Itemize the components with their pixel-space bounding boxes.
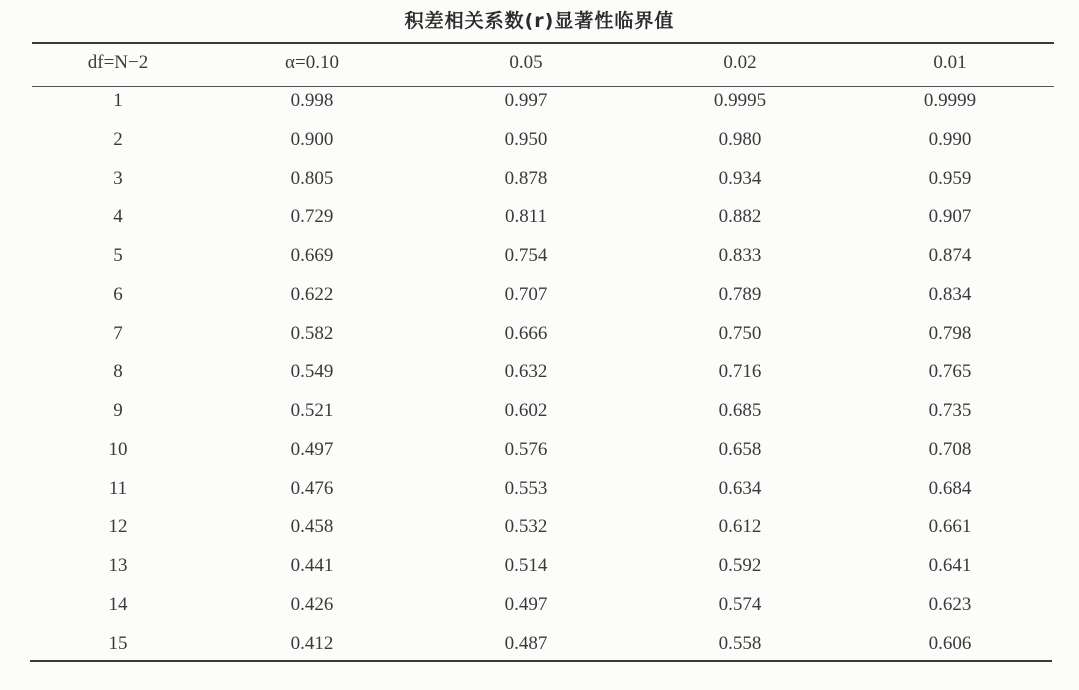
header-alpha-010: α=0.10 xyxy=(285,52,339,73)
cell-alpha-001: 0.765 xyxy=(928,361,972,383)
cell-alpha-001: 0.708 xyxy=(928,438,972,460)
cell-alpha-002: 0.634 xyxy=(718,477,762,499)
cell-alpha-001: 0.9999 xyxy=(923,90,977,111)
cell-df: 13 xyxy=(108,555,128,576)
table-bottom-rule xyxy=(30,660,1052,662)
cell-alpha-005: 0.602 xyxy=(504,400,548,421)
cell-alpha-001: 0.606 xyxy=(928,632,972,654)
cell-alpha-002: 0.574 xyxy=(718,593,762,615)
cell-alpha-005: 0.514 xyxy=(504,555,548,576)
table-title: 积差相关系数(r)显著性临界值 xyxy=(404,10,675,32)
cell-alpha-002: 0.592 xyxy=(718,555,762,576)
cell-alpha-002: 0.789 xyxy=(718,283,762,305)
cell-alpha-010: 0.582 xyxy=(290,322,334,344)
cell-df: 12 xyxy=(108,516,128,538)
cell-alpha-001: 0.990 xyxy=(928,128,972,150)
cell-df: 9 xyxy=(113,400,123,421)
cell-alpha-010: 0.441 xyxy=(290,555,334,576)
cell-df: 8 xyxy=(113,361,123,383)
cell-alpha-001: 0.641 xyxy=(928,555,972,576)
cell-alpha-002: 0.716 xyxy=(718,361,762,383)
cell-df: 5 xyxy=(113,245,123,266)
header-alpha-002: 0.02 xyxy=(723,52,757,73)
cell-df: 11 xyxy=(108,477,128,499)
cell-alpha-002: 0.750 xyxy=(718,322,762,344)
cell-alpha-010: 0.521 xyxy=(290,400,334,421)
cell-alpha-002: 0.612 xyxy=(718,516,762,538)
cell-alpha-005: 0.754 xyxy=(504,245,548,266)
table-top-rule xyxy=(32,42,1054,44)
cell-df: 1 xyxy=(113,90,123,111)
cell-alpha-001: 0.684 xyxy=(928,477,972,499)
cell-df: 10 xyxy=(108,438,128,460)
cell-alpha-005: 0.707 xyxy=(504,283,548,305)
cell-alpha-005: 0.497 xyxy=(504,593,548,615)
cell-alpha-010: 0.805 xyxy=(290,167,334,189)
cell-alpha-010: 0.998 xyxy=(290,90,334,111)
cell-alpha-010: 0.412 xyxy=(290,632,334,654)
header-alpha-005: 0.05 xyxy=(509,52,543,73)
cell-alpha-001: 0.874 xyxy=(928,245,972,266)
header-df: df=N−2 xyxy=(87,52,149,73)
cell-alpha-005: 0.997 xyxy=(504,90,548,111)
cell-df: 15 xyxy=(108,632,128,654)
cell-alpha-005: 0.487 xyxy=(504,632,548,654)
cell-alpha-005: 0.666 xyxy=(504,322,548,344)
cell-alpha-010: 0.900 xyxy=(290,128,334,150)
cell-alpha-010: 0.497 xyxy=(290,438,334,460)
cell-alpha-001: 0.735 xyxy=(928,400,972,421)
cell-alpha-002: 0.658 xyxy=(718,438,762,460)
cell-alpha-005: 0.950 xyxy=(504,128,548,150)
table-header-rule xyxy=(32,86,1054,87)
cell-alpha-010: 0.476 xyxy=(290,477,334,499)
cell-df: 3 xyxy=(113,167,123,189)
cell-df: 4 xyxy=(113,206,123,228)
cell-alpha-001: 0.834 xyxy=(928,283,972,305)
cell-df: 6 xyxy=(113,283,123,305)
cell-alpha-005: 0.632 xyxy=(504,361,548,383)
cell-alpha-001: 0.907 xyxy=(928,206,972,228)
cell-alpha-005: 0.878 xyxy=(504,167,548,189)
cell-alpha-001: 0.798 xyxy=(928,322,972,344)
cell-alpha-002: 0.882 xyxy=(718,206,762,228)
cell-alpha-010: 0.669 xyxy=(290,245,334,266)
cell-alpha-005: 0.532 xyxy=(504,516,548,538)
cell-alpha-010: 0.458 xyxy=(290,516,334,538)
cell-alpha-010: 0.729 xyxy=(290,206,334,228)
cell-alpha-002: 0.9995 xyxy=(713,90,767,111)
cell-alpha-001: 0.959 xyxy=(928,167,972,189)
cell-alpha-010: 0.426 xyxy=(290,593,334,615)
cell-alpha-005: 0.553 xyxy=(504,477,548,499)
cell-alpha-002: 0.685 xyxy=(718,400,762,421)
cell-alpha-002: 0.558 xyxy=(718,632,762,654)
cell-df: 7 xyxy=(113,322,123,344)
cell-alpha-005: 0.811 xyxy=(504,206,548,228)
cell-df: 2 xyxy=(113,128,123,150)
cell-alpha-005: 0.576 xyxy=(504,438,548,460)
cell-df: 14 xyxy=(108,593,128,615)
cell-alpha-002: 0.833 xyxy=(718,245,762,266)
cell-alpha-001: 0.623 xyxy=(928,593,972,615)
cell-alpha-001: 0.661 xyxy=(928,516,972,538)
header-alpha-001: 0.01 xyxy=(933,52,967,73)
cell-alpha-010: 0.622 xyxy=(290,283,334,305)
cell-alpha-002: 0.934 xyxy=(718,167,762,189)
cell-alpha-010: 0.549 xyxy=(290,361,334,383)
cell-alpha-002: 0.980 xyxy=(718,128,762,150)
